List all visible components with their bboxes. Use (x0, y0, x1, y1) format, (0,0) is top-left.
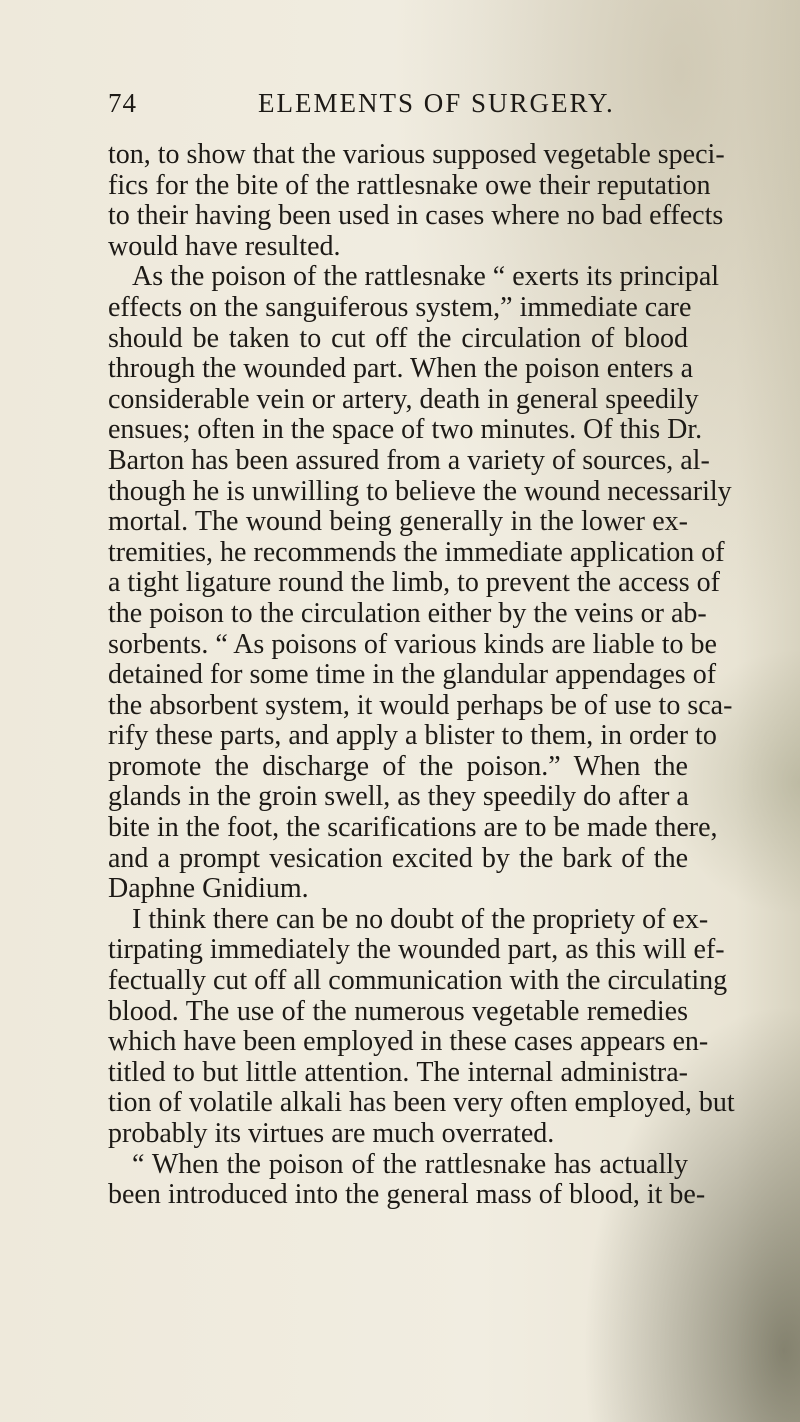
text-line: rify these parts, and apply a blister to them, in order to (108, 720, 717, 752)
text-line: effects on the sanguiferous system,” immediate care (108, 291, 692, 323)
text-line: which have been employed in these cases appears en- (108, 1026, 709, 1058)
text-line: bite in the foot, the scarifications are to be made there, (108, 812, 718, 844)
text-line: promote the discharge of the poison.” When the (108, 750, 688, 782)
text-line: detained for some time in the glandular appendages of (108, 659, 717, 691)
text-line: through the wounded part. When the poison enters a (108, 353, 694, 385)
text-line: should be taken to cut off the circulation of blood (108, 322, 688, 354)
text-line: the poison to the circulation either by the veins or ab- (108, 597, 707, 629)
text-line: considerable vein or artery, death in general speedily (108, 383, 699, 415)
page-number: 74 (108, 88, 137, 118)
text-line: Daphne Gnidium. (108, 873, 309, 905)
text-line: fectually cut off all communication with the circulating (108, 965, 728, 997)
text-line: blood. The use of the numerous vegetable remedies (108, 995, 688, 1027)
text-line: tion of volatile alkali has been very often employed, but (108, 1087, 735, 1119)
text-line: to their having been used in cases where no bad effects (108, 200, 724, 232)
text-line: and a prompt vesication excited by the bark of the (108, 842, 688, 874)
text-line: would have resulted. (108, 230, 341, 262)
text-line: the absorbent system, it would perhaps be of use to sca- (108, 689, 733, 721)
text-line: mortal. The wound being generally in the lower ex- (108, 506, 688, 538)
text-line: tirpating immediately the wounded part, as this will ef- (108, 934, 725, 966)
text-line: sorbents. “ As poisons of various kinds are liable to be (108, 628, 717, 660)
text-line: tremities, he recommends the immediate application of (108, 536, 725, 568)
text-line: glands in the groin swell, as they speedily do after a (108, 781, 689, 813)
text-line: titled to but little attention. The internal administra- (108, 1056, 688, 1088)
text-line: a tight ligature round the limb, to prevent the access of (108, 567, 720, 599)
text-line: probably its virtues are much overrated. (108, 1118, 555, 1149)
paragraph-start-line: “ When the poison of the rattlesnake has actually (132, 1148, 688, 1180)
text-line: fics for the bite of the rattlesnake owe their reputation (108, 169, 711, 201)
running-head: ELEMENTS OF SURGERY. (258, 88, 615, 118)
body-text (108, 140, 798, 1211)
text-line: ton, to show that the various supposed vegetable speci- (108, 139, 725, 170)
text-line: ensues; often in the space of two minutes. Of this Dr. (108, 414, 703, 446)
page-header (108, 88, 668, 128)
text-line: though he is unwilling to believe the wound necessarily (108, 475, 732, 507)
paragraph-start-line: As the poison of the rattlesnake “ exerts its principal (132, 261, 720, 293)
paragraph-start-line: I think there can be no doubt of the propriety of ex- (132, 903, 709, 935)
text-line: been introduced into the general mass of blood, it be- (108, 1179, 706, 1211)
text-line: Barton has been assured from a variety of sources, al- (108, 444, 710, 476)
